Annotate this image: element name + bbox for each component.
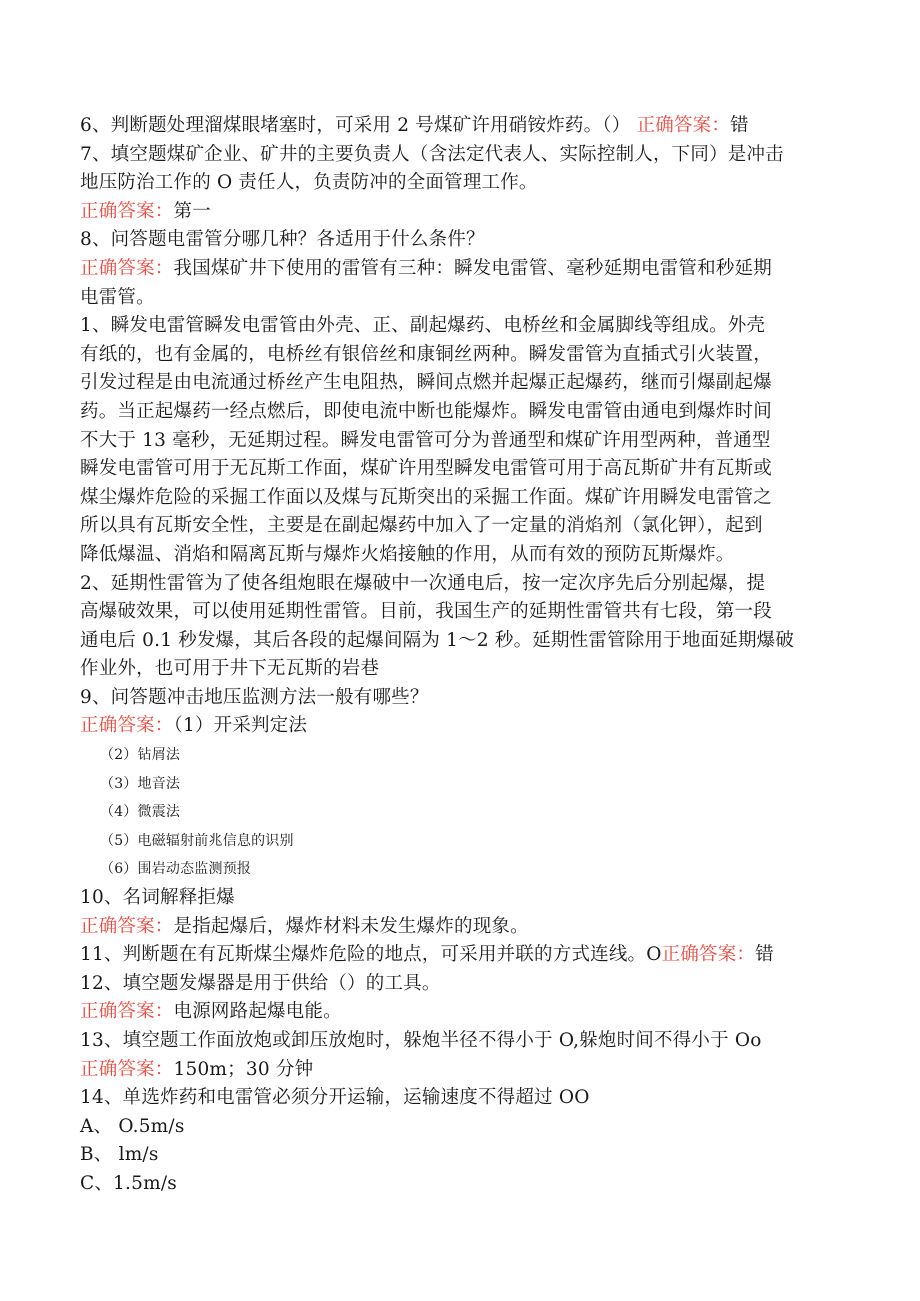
question-6-text: 6、判断题处理溜煤眼堵塞时，可采用 2 号煤矿许用硝铵炸药。（） bbox=[80, 115, 631, 136]
question-6 bbox=[80, 112, 840, 141]
question-9-item: （2）钻屑法 bbox=[100, 747, 181, 764]
q8-paragraph-2-line: 高爆破效果，可以使用延期性雷管。目前，我国生产的延期性雷管共有七段，第一段 bbox=[80, 601, 772, 623]
q8-paragraph-1-line: 所以具有瓦斯安全性，主要是在副起爆药中加入了一定量的消焰剂（氯化钾），起到 bbox=[80, 515, 763, 537]
answer-label: 正确答案： bbox=[80, 1001, 174, 1023]
question-8-answer-line-2: 电雷管。 bbox=[80, 286, 155, 308]
question-12-answer-line bbox=[80, 998, 840, 1027]
document-content bbox=[80, 112, 840, 1199]
question-9-item: （6）围岩动态监测预报 bbox=[100, 861, 252, 878]
q8-paragraph-1-line: 引发过程是由电流通过桥丝产生电阻热，瞬间点燃并起爆正起爆药，继而引爆副起爆 bbox=[80, 372, 772, 394]
question-9: 9、问答题冲击地压监测方法一般有哪些？ bbox=[80, 686, 429, 708]
question-9-item: （5）电磁辐射前兆信息的识别 bbox=[100, 832, 294, 849]
question-8-answer: 我国煤矿井下使用的雷管有三种：瞬发电雷管、毫秒延期电雷管和秒延期 bbox=[173, 257, 772, 279]
question-10-answer: 是指起爆后，爆炸材料未发生爆炸的现象。 bbox=[173, 915, 529, 937]
q8-paragraph-1-line: 药。当正起爆药一经点燃后，即使电流中断也能爆炸。瞬发电雷管由通电到爆炸时间 bbox=[80, 400, 772, 422]
question-6-answer: 错 bbox=[730, 115, 749, 136]
answer-label: 正确答案： bbox=[80, 200, 174, 222]
question-7-answer-line bbox=[80, 198, 840, 227]
question-13-answer: 150m；30 分钟 bbox=[173, 1058, 314, 1080]
answer-label: 正确答案： bbox=[636, 115, 731, 136]
question-9-answer-line bbox=[80, 712, 840, 741]
question-12: 12、填空题发爆器是用于供给（）的工具。 bbox=[80, 972, 441, 994]
question-14-option-c: C、1.5m∕s bbox=[80, 1172, 177, 1194]
q8-paragraph-1-line: 煤尘爆炸危险的采掘工作面以及煤与瓦斯突出的采掘工作面。煤矿许用瞬发电雷管之 bbox=[80, 486, 772, 508]
question-7-line-1: 7、填空题煤矿企业、矿井的主要负责人（含法定代表人、实际控制人，下同）是冲击 bbox=[80, 143, 784, 165]
answer-label: 正确答案： bbox=[80, 915, 174, 937]
q8-paragraph-1-line: 1、瞬发电雷管瞬发电雷管由外壳、正、副起爆药、电桥丝和金属脚线等组成。外壳 bbox=[80, 315, 766, 337]
question-8: 8、问答题电雷管分哪几种？各适用于什么条件？ bbox=[80, 229, 485, 251]
question-14: 14、单选炸药和电雷管必须分开运输，运输速度不得超过 OO bbox=[80, 1087, 590, 1109]
question-14-option-b: B、 lm/s bbox=[80, 1144, 159, 1166]
question-13: 13、填空题工作面放炮或卸压放炮时，躲炮半径不得小于 O,躲炮时间不得小于 Oo bbox=[80, 1030, 762, 1051]
question-11 bbox=[80, 941, 840, 970]
question-14-option-a: A、 O.5m∕s bbox=[80, 1115, 185, 1137]
question-12-answer: 电源网路起爆电能。 bbox=[173, 1001, 342, 1023]
question-11-answer: 错 bbox=[755, 944, 774, 966]
answer-label: 正确答案： bbox=[80, 1058, 174, 1080]
question-7-answer: 第一 bbox=[173, 200, 211, 222]
question-9-item: （4）微震法 bbox=[100, 804, 181, 821]
question-9-item: （3）地音法 bbox=[100, 775, 181, 792]
q8-paragraph-2-line: 2、延期性雷管为了使各组炮眼在爆破中一次通电后，按一定次序先后分别起爆，提 bbox=[80, 572, 766, 594]
answer-label: 正确答案： bbox=[80, 257, 174, 279]
question-8-answer-line-1 bbox=[80, 255, 840, 284]
q8-paragraph-2-line: 作业外，也可用于井下无瓦斯的岩巷 bbox=[80, 658, 380, 680]
answer-label: 正确答案： bbox=[80, 715, 174, 737]
question-10: 10、名词解释拒爆 bbox=[80, 887, 235, 909]
q8-paragraph-2-line: 通电后 0.1 秒发爆，其后各段的起爆间隔为 1～2 秒。延期性雷管除用于地面延期爆破 bbox=[80, 629, 795, 651]
question-11-text: 11、判断题在有瓦斯煤尘爆炸危险的地点，可采用并联的方式连线。O bbox=[80, 944, 662, 966]
q8-paragraph-1-line: 有纸的，也有金属的，电桥丝有银倍丝和康铜丝两种。瞬发雷管为直插式引火装置， bbox=[80, 343, 772, 365]
answer-label: 正确答案： bbox=[661, 944, 756, 966]
q8-paragraph-1-line: 瞬发电雷管可用于无瓦斯工作面，煤矿许用型瞬发电雷管可用于高瓦斯矿井有瓦斯或 bbox=[80, 458, 772, 480]
q8-paragraph-1-line: 不大于 13 毫秒，无延期过程。瞬发电雷管可分为普通型和煤矿许用型两种，普通型 bbox=[80, 429, 771, 451]
question-13-answer-line bbox=[80, 1056, 840, 1085]
question-10-answer-line bbox=[80, 913, 840, 942]
question-9-answer-first: （1）开采判定法 bbox=[173, 715, 308, 737]
q8-paragraph-1-line: 降低爆温、消焰和隔离瓦斯与爆炸火焰接触的作用，从而有效的预防瓦斯爆炸。 bbox=[80, 543, 735, 565]
question-7-line-2: 地压防治工作的 O 责任人，负责防冲的全面管理工作。 bbox=[80, 172, 538, 194]
